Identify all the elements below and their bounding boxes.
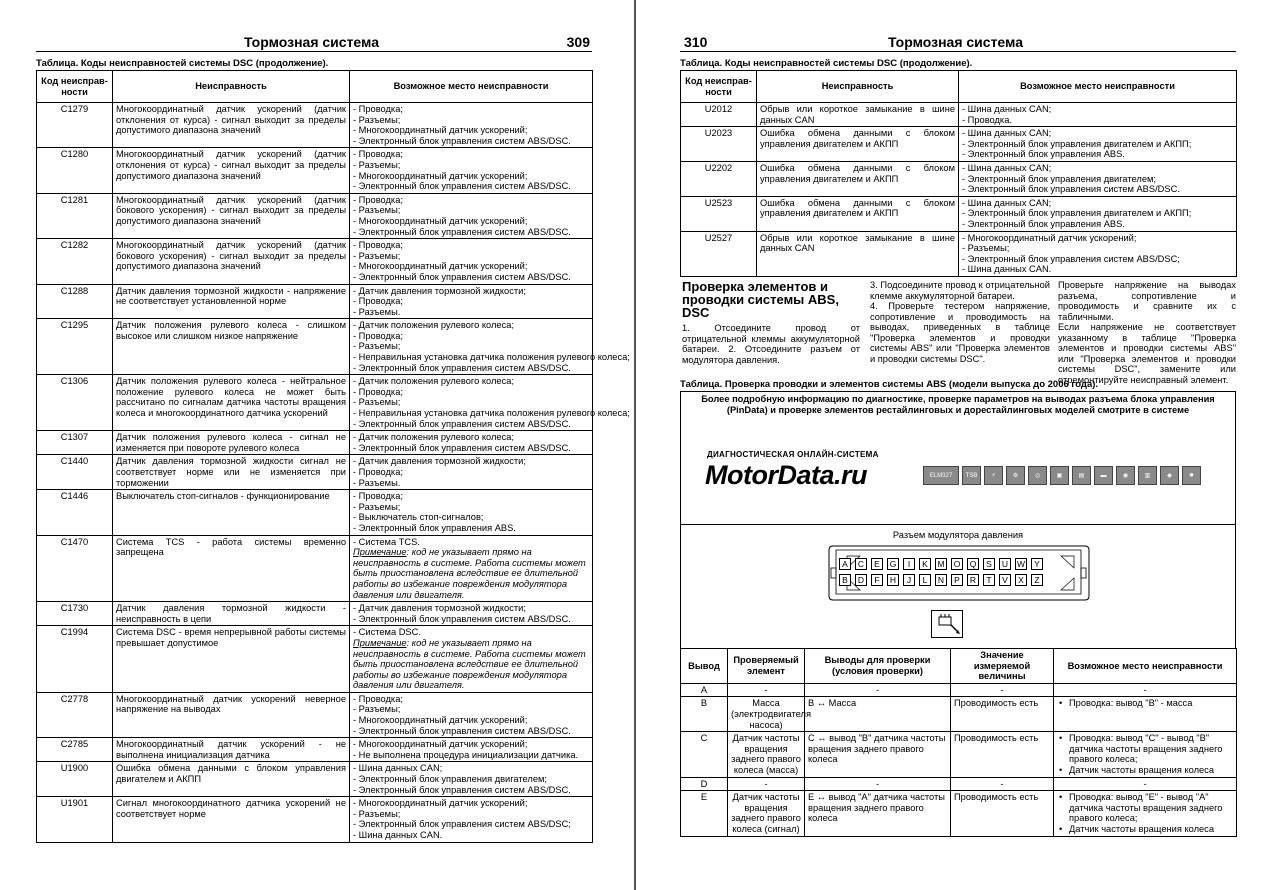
cause-item: • Проводка: вывод "E" - вывод "A" датчика частоты вращения заднего правого колеса; [1057, 792, 1233, 824]
location-item: - Многокоординатный датчик ускорений; [353, 715, 528, 726]
table-row [37, 692, 593, 737]
table-row [681, 161, 1237, 196]
instructions-col-2 [870, 280, 1050, 364]
instruction-text: 3. Подсоедините провод к отрицательной клемме аккумуляторной батареи. [870, 280, 1050, 301]
table-row [681, 231, 1237, 276]
location-item: - Датчик положения рулевого колеса; [353, 376, 515, 387]
motordata-box [680, 391, 1236, 649]
location-item: - Проводка; [353, 693, 403, 704]
dtc-code: C1446 [37, 490, 113, 535]
connector-pin: D [855, 574, 867, 586]
dtc-fault: Датчик давления тормозной жидкости - неисправность в цепи [113, 602, 350, 626]
location-item: - Многокоординатный датчик ускорений; [353, 170, 528, 181]
dtc-location [350, 535, 593, 602]
dtc-location [350, 193, 593, 238]
dtc-code: C1295 [37, 319, 113, 375]
connector-pin: I [903, 558, 915, 570]
table-row [37, 431, 593, 455]
abs-pin: B [681, 697, 728, 732]
right-page-title: Тормозная система [888, 34, 1023, 50]
table-row [681, 732, 1237, 777]
location-item: - Электронный блок управления систем ABS/DSC. [353, 271, 571, 282]
abs-check: - [805, 777, 951, 791]
location-item: - Проводка; [353, 296, 403, 307]
dtc-fault: Система DSC - время непрерывной работы системы превышает допустимое [113, 626, 350, 693]
dtc-location [350, 284, 593, 319]
connector-pin: Y [1031, 558, 1043, 570]
connector-pin: B [839, 574, 851, 586]
location-item: - Электронный блок управления систем ABS/DSC. [353, 135, 571, 146]
abs-cause [1054, 732, 1237, 777]
cause-list [1057, 733, 1233, 775]
location-item: - Датчик положения рулевого колеса; [353, 432, 515, 443]
dtc-table-left [36, 70, 630, 843]
cause-item: • Датчик частоты вращения колеса [1057, 765, 1233, 776]
table-row [37, 239, 593, 284]
cause-item: • Проводка: вывод "C" - вывод "B" датчика частоты вращения заднего правого колеса; [1057, 733, 1233, 765]
divider [681, 524, 1235, 525]
location-item: - Система DSC. [353, 627, 421, 638]
connector-pin: W [1016, 559, 1026, 569]
location-item: - Шина данных CAN; [962, 128, 1052, 139]
table-row [37, 490, 593, 535]
location-item: - Разъемы; [353, 250, 401, 261]
location-item: - Электронный блок управления систем ABS/DSC. [353, 613, 571, 624]
abs-cause [1054, 683, 1237, 697]
header-location: Возможное место неисправности [350, 71, 593, 103]
dtc-location [350, 738, 593, 762]
dtc-location [350, 692, 593, 737]
location-item: - Шина данных CAN. [353, 830, 443, 840]
abs-value: - [951, 683, 1054, 697]
dtc-location [959, 127, 1237, 162]
location-item: - Разъемы. [353, 477, 401, 488]
location-item: - Электронный блок управления ABS. [353, 522, 516, 533]
dtc-code: C1440 [37, 455, 113, 490]
location-item: - Система TCS. [353, 536, 420, 547]
connector-outline [827, 542, 1093, 604]
dtc-fault: Выключатель стоп-сигналов - функционирование [113, 490, 350, 535]
dtc-code: U1901 [37, 797, 113, 842]
location-item: - Многокоординатный датчик ускорений; [353, 215, 528, 226]
left-page [0, 0, 634, 890]
location-item: - Разъемы; [353, 704, 401, 715]
location-item: - Проводка; [353, 467, 403, 477]
diagnostic-icon: ◎ [1028, 466, 1047, 485]
connector-pin: X [1015, 574, 1027, 586]
dtc-code: C1288 [37, 284, 113, 319]
connector-pin: U [999, 558, 1011, 570]
table-row [681, 777, 1237, 791]
car-icon: ▬ [1094, 466, 1113, 485]
motordata-logo[interactable]: MotorData.ru [705, 460, 867, 490]
cause-item: - [1143, 684, 1147, 695]
dtc-location [959, 196, 1237, 231]
location-item: - Проводка; [353, 491, 403, 502]
location-item: - Разъемы. [353, 306, 401, 317]
table-row [681, 127, 1237, 162]
abs-pin: A [681, 683, 728, 697]
dtc-fault: Многокоординатный датчик ускорений неверное напряжение на выводах [113, 692, 350, 737]
dtc-location [350, 103, 593, 148]
connector-title: Разъем модулятора давления [892, 530, 1024, 540]
connector-pin: G [887, 558, 899, 570]
cause-list [1057, 792, 1233, 834]
document-icon: ▤ [1072, 466, 1091, 485]
location-item: - Разъемы; [962, 243, 1010, 254]
dtc-location [350, 375, 630, 431]
chart-icon: ▥ [1138, 466, 1157, 485]
table-row [37, 148, 593, 193]
dtc-code: C1994 [37, 626, 113, 693]
dtc-code: C1306 [37, 375, 113, 431]
location-item: - Многокоординатный датчик ускорений; [353, 261, 528, 272]
abs-element: Датчик частоты вращения заднего правого колеса (масса) [728, 732, 805, 777]
location-item: - Не выполнена процедура инициализации датчика. [353, 749, 579, 760]
dtc-fault: Датчик положения рулевого колеса - нейтральное положение рулевого колеса не может быть рассчитано по сигналам датчика частоты вращения колеса и многокоординатного датчика ускорений [113, 375, 350, 431]
table-row [37, 103, 593, 148]
connector-pin: S [983, 558, 995, 570]
dtc-code: C1280 [37, 148, 113, 193]
table-row [37, 455, 593, 490]
location-item: - Шина данных CAN; [353, 763, 443, 774]
dtc-fault: Сигнал многокоординатного датчика ускорений не соответствует норме [113, 797, 350, 842]
table-row [37, 602, 593, 626]
abs-check: C ↔ вывод "B" датчика частоты вращения заднего правого колеса [805, 732, 951, 777]
dtc-code: C1307 [37, 431, 113, 455]
instructions-col-1 [682, 323, 860, 365]
dtc-location [350, 762, 593, 797]
abs-element: - [728, 777, 805, 791]
dtc-fault: Датчик давления тормозной жидкости - напряжение не соответствует установленной норме [113, 284, 350, 319]
header-value: Значение измеряемой величины [951, 649, 1054, 684]
abs-element: Масса (электродвигателя насоса) [728, 697, 805, 732]
location-item: - Разъемы; [353, 808, 401, 819]
dtc-fault: Ошибка обмена данными с блоком управления двигателем и АКПП [113, 762, 350, 797]
connector-pin: O [951, 558, 963, 570]
dtc-fault: Многокоординатный датчик ускорений - не выполнена инициализация датчика [113, 738, 350, 762]
cause-item: • Проводка: вывод "B" - масса [1057, 698, 1233, 709]
location-item: - Электронный блок управления систем ABS/DSC. [353, 226, 571, 237]
location-item: - Проводка; [353, 240, 403, 251]
abs-pin: E [681, 791, 728, 836]
abs-element: Датчик частоты вращения заднего правого колеса (сигнал) [728, 791, 805, 836]
dtc-fault: Многокоординатный датчик ускорений (датчик бокового ускорения) - сигнал выходит за пределы допустимого диапазона значений [113, 239, 350, 284]
connector-pin: C [855, 558, 867, 570]
table-row [37, 375, 593, 431]
cause-item: - [1143, 778, 1147, 789]
connector-pin: H [887, 574, 899, 586]
table-row [37, 193, 593, 238]
table-row [681, 683, 1237, 697]
location-item: - Многокоординатный датчик ускорений; [962, 232, 1137, 243]
dtc-code: U2202 [681, 161, 757, 196]
dtc-code: U2012 [681, 103, 757, 127]
table-row [681, 103, 1237, 127]
location-item: - Датчик давления тормозной жидкости; [353, 285, 526, 296]
table-row [37, 535, 593, 602]
dtc-location [350, 490, 593, 535]
dtc-fault: Ошибка обмена данными с блоком управления двигателем и АКПП [757, 196, 959, 231]
abs-pin: D [681, 777, 728, 791]
dtc-location [350, 239, 593, 284]
abs-value: Проводимость есть [951, 791, 1054, 836]
abs-check: E ↔ вывод "A" датчика частоты вращения заднего правого колеса [805, 791, 951, 836]
location-item: - Выключатель стоп-сигналов; [353, 512, 484, 523]
table-row [37, 738, 593, 762]
table-row [37, 284, 593, 319]
location-item: - Разъемы; [353, 205, 401, 216]
dtc-fault: Обрыв или короткое замыкание в шине данных CAN [757, 231, 959, 276]
note-text: : код не указывает прямо на неисправность в системе. Работа системы может быть приостановлена вследствие ее длительной работы во избежание повреждения модулятора давления или двигателя. [353, 547, 586, 600]
location-item: - Шина данных CAN; [962, 104, 1052, 114]
abs-value: Проводимость есть [951, 697, 1054, 732]
cause-item: • Датчик частоты вращения колеса [1057, 824, 1233, 835]
connector-pin: E [871, 558, 883, 570]
abs-value: Проводимость есть [951, 732, 1054, 777]
location-item: - Шина данных CAN; [962, 162, 1052, 173]
location-item: - Электронный блок управления двигателем; [962, 173, 1156, 184]
dtc-fault: Многокоординатный датчик ускорений (датчик отклонения от курса) - сигнал выходит за пределы допустимого диапазона значений [113, 148, 350, 193]
header-check: Выводы для проверки (условия проверки) [805, 649, 951, 684]
location-item: - Многокоординатный датчик ускорений; [353, 125, 528, 136]
location-item: - Шина данных CAN; [962, 197, 1052, 208]
location-item: - Электронный блок управления систем ABS/DSC. [353, 442, 571, 453]
header-code: Код неисправ- ности [681, 71, 757, 103]
cause-list [1057, 698, 1233, 709]
dtc-location [959, 161, 1237, 196]
dtc-code: C1281 [37, 193, 113, 238]
location-item: - Проводка; [353, 104, 403, 114]
table-row [681, 791, 1237, 836]
dtc-fault: Система TCS - работа системы временно запрещена [113, 535, 350, 602]
location-item: - Разъемы; [353, 114, 401, 125]
header-element: Проверяемый элемент [728, 649, 805, 684]
right-page-header [680, 34, 1236, 52]
dtc-code: C1470 [37, 535, 113, 602]
connector-pin: J [903, 574, 915, 586]
left-table-caption: Таблица. Коды неисправностей системы DSC (продолжение). [36, 58, 329, 69]
location-item: - Датчик положения рулевого колеса; [353, 320, 515, 331]
location-item: - Электронный блок управления систем ABS/DSC. [353, 418, 571, 429]
module-icon: ▣ [1050, 466, 1069, 485]
wiring-icon: ⚡ [984, 466, 1003, 485]
location-item: - Электронный блок управления систем ABS/DSC. [353, 725, 571, 736]
header-fault: Неисправность [113, 71, 350, 103]
connector-pin: T [983, 574, 995, 586]
left-page-title: Тормозная система [244, 34, 379, 50]
left-page-number: 309 [566, 34, 590, 50]
connector-pin: V [999, 574, 1011, 586]
connector-pin: Q [967, 558, 979, 570]
table-row [681, 196, 1237, 231]
location-item: - Проводка. [962, 114, 1012, 125]
elm327-icon: ELM327 [923, 466, 959, 485]
instruction-text: Если напряжение не соответствует указанному в таблице "Проверка элементов и проводки системы ABS" или "Проверка элементов и проводки системы DSC", замените или отремонтируйте неисправный элемент. [1058, 322, 1236, 385]
section-title: Проверка элементов и проводки системы ABS, DSC [682, 279, 839, 320]
table-row [37, 797, 593, 842]
dtc-fault: Датчик положения рулевого колеса - слишком высокое или слишком низкое напряжение [113, 319, 350, 375]
dtc-code: C1279 [37, 103, 113, 148]
connector-pin: Z [1031, 574, 1043, 586]
location-item: - Разъемы; [353, 341, 401, 352]
dtc-code: U2527 [681, 231, 757, 276]
oil-icon: ◆ [1160, 466, 1179, 485]
dtc-code: C2785 [37, 738, 113, 762]
location-item: - Проводка; [353, 330, 403, 341]
dtc-code: U2523 [681, 196, 757, 231]
note-label: Примечание [353, 637, 407, 648]
header-fault: Неисправность [757, 71, 959, 103]
location-item: - Проводка; [353, 149, 403, 160]
location-item: - Электронный блок управления ABS. [962, 149, 1125, 160]
dtc-fault: Обрыв или короткое замыкание в шине данных CAN [757, 103, 959, 127]
connector-pin: N [935, 574, 947, 586]
location-item: - Электронный блок управления ABS. [962, 218, 1125, 229]
engine-icon: ⚙ [1006, 466, 1025, 485]
dtc-location [959, 231, 1237, 276]
motordata-note: Более подробную информацию по диагностике, проверке параметров на выводах разъема блока управления (PinData) и проверке элементов рестайлинговых и дорестайлинговых моделей смотрите в системе [701, 394, 1215, 415]
instruction-text: 4. Проверьте тестером напряжение, сопротивление и проводимость на выводах, приведенных в таблице "Проверка элементов и проводки системы ABS" или "Проверка элементов и проводки системы DSC". [870, 301, 1050, 364]
tsb-icon: TSB [962, 466, 981, 485]
abs-cause [1054, 777, 1237, 791]
header-location: Возможное место неисправности [959, 71, 1237, 103]
note-label: Примечание [353, 547, 407, 558]
abs-value: - [951, 777, 1054, 791]
location-item: - Разъемы; [353, 501, 401, 512]
dtc-fault: Многокоординатный датчик ускорений (датчик отклонения от курса) - сигнал выходит за пределы допустимого диапазона значений [113, 103, 350, 148]
location-item: - Электронный блок управления двигателем и АКПП; [962, 138, 1192, 149]
location-item: - Разъемы; [353, 397, 401, 408]
location-item: - Проводка; [353, 386, 403, 397]
right-table-caption: Таблица. Коды неисправностей системы DSC (продолжение). [680, 58, 973, 69]
dtc-location [959, 103, 1237, 127]
abs-pin: C [681, 732, 728, 777]
dtc-fault: Датчик положения рулевого колеса - сигнал не изменяется при повороте рулевого колеса [113, 431, 350, 455]
dtc-location [350, 626, 593, 693]
location-item: - Электронный блок управления систем ABS/DSC; [962, 253, 1180, 264]
location-item: - Электронный блок управления систем ABS/DSC. [962, 184, 1180, 195]
location-item: - Электронный блок управления систем ABS/DSC. [353, 784, 571, 795]
dtc-location [350, 148, 593, 193]
header-code: Код неисправ- ности [37, 71, 113, 103]
right-page-number: 310 [684, 34, 708, 50]
location-item: - Неправильная установка датчика положения рулевого колеса; [353, 408, 630, 419]
instructions-col-3 [1058, 280, 1236, 385]
connector-pin: F [871, 574, 883, 586]
dtc-location [350, 602, 593, 626]
header-pin: Вывод [681, 649, 728, 684]
abs-check-table [680, 648, 1237, 837]
motordata-subtitle: ДИАГНОСТИЧЕСКАЯ ОНЛАЙН-СИСТЕМА [707, 450, 879, 459]
dtc-fault: Ошибка обмена данными с блоком управления двигателем и АКПП [757, 127, 959, 162]
table-row [681, 697, 1237, 732]
location-item: - Неправильная установка датчика положения рулевого колеса; [353, 352, 630, 363]
connector-pin: K [919, 558, 931, 570]
abs-element: - [728, 683, 805, 697]
motordata-icons [923, 466, 1201, 485]
location-item: - Электронный блок управления двигателем; [353, 774, 547, 785]
location-item: - Многокоординатный датчик ускорений; [353, 739, 528, 750]
dtc-fault: Датчик давления тормозной жидкости сигнал не соответствует норме или не изменяется при торможении [113, 455, 350, 490]
dtc-code: U2023 [681, 127, 757, 162]
location-item: - Электронный блок управления двигателем и АКПП; [962, 208, 1192, 219]
location-item: - Электронный блок управления систем ABS/DSC. [353, 181, 571, 192]
dtc-location [350, 797, 593, 842]
location-item: - Электронный блок управления систем ABS/DSC. [353, 362, 571, 373]
dtc-note [353, 638, 589, 691]
dtc-note [353, 547, 589, 600]
connector-pin: R [967, 574, 979, 586]
abs-cause [1054, 791, 1237, 836]
location-item: - Разъемы; [353, 159, 401, 170]
header-cause: Возможное место неисправности [1054, 649, 1237, 684]
dtc-location [350, 319, 630, 375]
connector-pin: M [935, 558, 947, 570]
dtc-table-right [680, 70, 1237, 277]
dtc-code: C1730 [37, 602, 113, 626]
right-page [636, 0, 1269, 890]
location-item: - Электронный блок управления систем ABS/DSC; [353, 819, 571, 830]
location-item: - Проводка; [353, 194, 403, 205]
dtc-location [350, 431, 593, 455]
table-row [37, 319, 593, 375]
connector-pin: L [919, 574, 931, 586]
location-item: - Шина данных CAN. [962, 264, 1052, 275]
dtc-code: U1900 [37, 762, 113, 797]
dtc-fault: Ошибка обмена данными с блоком управления двигателем и АКПП [757, 161, 959, 196]
meter-icon: ◉ [1116, 466, 1135, 485]
table-row [37, 762, 593, 797]
dtc-code: C1282 [37, 239, 113, 284]
location-item: - Датчик давления тормозной жидкости; [353, 603, 526, 614]
note-text: : код не указывает прямо на неисправность в системе. Работа системы может быть приостановлена вследствие ее длительной работы во избежание повреждения модулятора давления или двигателя. [353, 637, 586, 691]
instruction-text: 1. Отсоедините провод от отрицательной клеммы аккумуляторной батареи. 2. Отсоедините разъем от модулятора давления. [682, 323, 860, 365]
dtc-code: C2778 [37, 692, 113, 737]
connector-pin: P [951, 574, 963, 586]
connector-pin: A [839, 558, 851, 570]
dtc-fault: Многокоординатный датчик ускорений (датчик бокового ускорения) - сигнал выходит за пределы допустимого диапазона значений [113, 193, 350, 238]
dtc-location [350, 455, 593, 490]
location-item: - Многокоординатный датчик ускорений; [353, 798, 528, 809]
abs-check: B ↔ Масса [805, 697, 951, 732]
abs-table-caption: Таблица. Проверка проводки и элементов системы ABS (модели выпуска до 2006 года). [680, 379, 1099, 390]
location-item: - Датчик давления тормозной жидкости; [353, 456, 526, 467]
probe-icon [931, 610, 963, 638]
instruction-text: Проверьте напряжение на выводах разъема, сопротивление и проводимость и сравните их с табличными. [1058, 280, 1236, 322]
left-page-header [36, 34, 592, 52]
abs-cause [1054, 697, 1237, 732]
wheel-icon: ✹ [1182, 466, 1201, 485]
abs-check: - [805, 683, 951, 697]
table-row [37, 626, 593, 693]
